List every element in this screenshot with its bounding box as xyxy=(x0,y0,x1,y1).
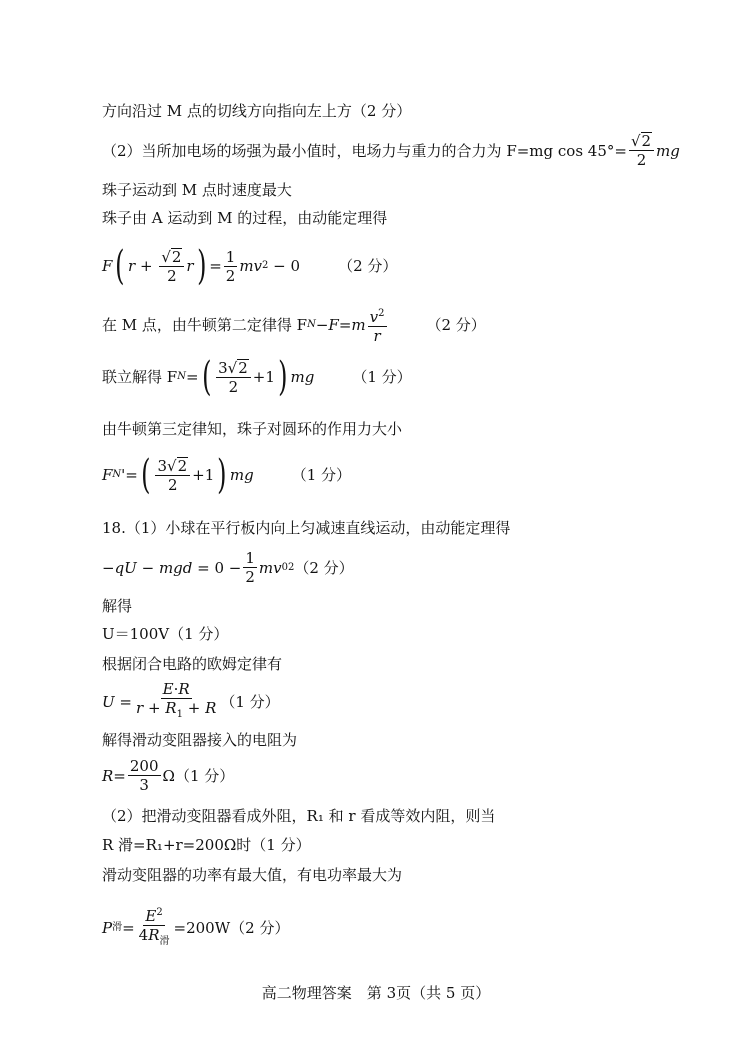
points-label: （1 分） xyxy=(220,693,280,711)
equation-line-17: R = $\frac{200}{3}$ Ω （1 分） xyxy=(102,757,235,794)
text-line-18: （2）把滑动变阻器看成外阻，R₁ 和 r 看成等效内阻，则当 xyxy=(102,807,496,825)
points-label: （1 分） xyxy=(352,368,412,386)
line-2-text: （2）当所加电场的场强为最小值时，电场力与重力的合力为 F=mg cos 45°= xyxy=(102,141,627,160)
text-line-14: 根据闭合电路的欧姆定律有 xyxy=(102,655,283,673)
text-line-2 xyxy=(102,132,680,169)
text-line: 方向沿过 M 点的切线方向指向左上方（2 分） xyxy=(102,102,412,120)
text-line-20: 滑动变阻器的功率有最大值，有电功率最大为 xyxy=(102,866,403,884)
equation-line-6: 在 M 点，由牛顿第二定律得 F N − F = m $\frac{v^2}{r}$ （2 分） xyxy=(102,305,486,345)
equation-line-15: U = $\frac{E\cdot R}{r + R_1 + R}$ （1 分） xyxy=(102,680,280,720)
text-line-3: 珠子运动到 M 点时速度最大 xyxy=(102,181,292,199)
points-label: （2 分） xyxy=(338,257,398,275)
points-label: （1 分） xyxy=(291,466,352,484)
text-line-16: 解得滑动变阻器接入的电阻为 xyxy=(102,731,298,749)
text-line-12: 解得 xyxy=(102,597,133,615)
fraction: √ 2 2 xyxy=(629,132,654,169)
equation-line-11: − qU − mgd = 0 − $\frac{1}{2}$ mv 0 2 （2 分） xyxy=(102,549,354,586)
points-label: （1 分） xyxy=(174,766,235,785)
points-label: （2 分） xyxy=(426,316,486,334)
page-footer: 高二物理答案 第 3页（共 5 页） xyxy=(261,984,491,1002)
equation-line-5: F ( r + √ 2 2 r ) = $\frac{1}{2}$ mv 2 − 0 （2 分） xyxy=(102,243,398,289)
text-line-4: 珠子由 A 运动到 M 的过程，由动能定理得 xyxy=(102,209,388,227)
text-line-10: 18.（1）小球在平行板内向上匀减速直线运动，由动能定理得 xyxy=(102,519,511,537)
line-21-tail: =200W（2 分） xyxy=(173,918,290,937)
line-6-text: 在 M 点，由牛顿第二定律得 F xyxy=(102,316,308,334)
equation-line-21: P 滑 = $\frac{E^2}{4R_滑}$ =200W（2 分） xyxy=(102,904,289,951)
line-2-tail: mg xyxy=(656,141,680,160)
line-7-text: 联立解得 F xyxy=(102,368,178,386)
text-line-8: 由牛顿第三定律知，珠子对圆环的作用力大小 xyxy=(102,420,403,438)
points-label: （2 分） xyxy=(294,558,354,577)
denominator: 2 xyxy=(636,151,647,169)
text-line-19: R 滑=R₁+r=200Ω时（1 分） xyxy=(102,836,311,854)
numerator: 2 xyxy=(641,132,652,150)
text-line-13: U＝100V（1 分） xyxy=(102,625,229,643)
equation-line-9: F N '= ( 3 √ 2 2 +1 ) mg （1 分） xyxy=(102,452,352,498)
equation-line-7: 联立解得 F N = ( 3 √ 2 2 +1 ) mg （1 分） xyxy=(102,354,412,400)
